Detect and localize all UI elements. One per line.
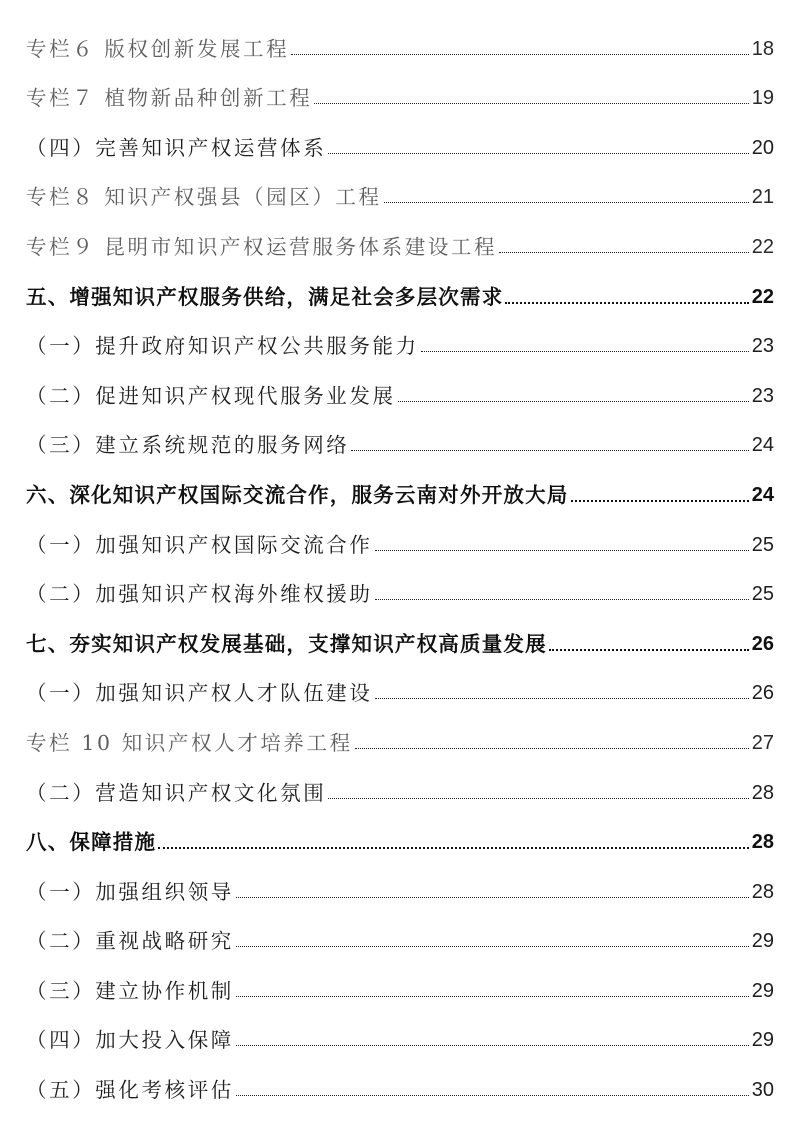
toc-entry-title: 七、夯实知识产权发展基础，支撑知识产权高质量发展 <box>26 631 547 656</box>
toc-entry[interactable] <box>26 115 774 165</box>
toc-entry-title: （四）加大投入保障 <box>26 1028 234 1053</box>
toc-entry-page: 18 <box>751 37 774 60</box>
toc-entry-page: 25 <box>751 583 774 606</box>
toc-entry[interactable] <box>26 661 774 711</box>
toc-entry[interactable] <box>26 314 774 364</box>
toc-entry[interactable] <box>26 214 774 264</box>
toc-entry-title: （二）重视战略研究 <box>26 929 234 954</box>
dot-leader <box>375 550 749 551</box>
toc-entry[interactable] <box>26 958 774 1008</box>
dot-leader <box>355 748 749 749</box>
toc-entry[interactable] <box>26 264 774 314</box>
toc-entry[interactable] <box>26 710 774 760</box>
toc-entry-title: （一）提升政府知识产权公共服务能力 <box>26 334 419 359</box>
dot-leader <box>328 153 748 154</box>
dot-leader <box>375 698 749 699</box>
toc-entry-page: 21 <box>751 186 774 209</box>
toc-entry-page: 24 <box>751 434 774 457</box>
dot-leader <box>328 798 748 799</box>
toc-entry-page: 29 <box>751 979 774 1002</box>
dot-leader <box>499 252 749 253</box>
toc-entry-page: 28 <box>751 831 774 854</box>
table-of-contents <box>26 16 774 1107</box>
dot-leader <box>236 996 749 997</box>
toc-entry-title: 五、增强知识产权服务供给，满足社会多层次需求 <box>26 284 504 309</box>
toc-entry-page: 26 <box>751 632 774 655</box>
toc-entry-title: （二）加强知识产权海外维权援助 <box>26 582 373 607</box>
toc-entry-title: 专栏７ 植物新品种创新工程 <box>26 86 313 111</box>
dot-leader <box>505 302 748 304</box>
toc-entry-title: （四）完善知识产权运营体系 <box>26 135 327 160</box>
dot-leader <box>384 202 749 203</box>
toc-entry-title: （二）促进知识产权现代服务业发展 <box>26 383 396 408</box>
toc-entry-page: 28 <box>751 880 774 903</box>
dot-leader <box>351 450 748 451</box>
toc-entry-page: 27 <box>751 731 774 754</box>
toc-entry-page: 23 <box>751 384 774 407</box>
toc-entry-title: （一）加强知识产权国际交流合作 <box>26 532 373 557</box>
toc-entry[interactable] <box>26 760 774 810</box>
toc-entry-title: 专栏６ 版权创新发展工程 <box>26 36 290 61</box>
toc-entry[interactable] <box>26 165 774 215</box>
toc-entry-title: 六、深化知识产权国际交流合作，服务云南对外开放大局 <box>26 482 569 507</box>
toc-entry[interactable] <box>26 810 774 860</box>
toc-entry[interactable] <box>26 462 774 512</box>
toc-entry-title: （一）加强组织领导 <box>26 879 234 904</box>
dot-leader <box>571 500 749 502</box>
toc-entry-title: （二）营造知识产权文化氛围 <box>26 780 327 805</box>
dot-leader <box>398 401 749 402</box>
toc-entry-title: （三）建立协作机制 <box>26 978 234 1003</box>
dot-leader <box>158 847 749 849</box>
toc-entry[interactable] <box>26 562 774 612</box>
toc-entry-page: 20 <box>751 136 774 159</box>
toc-entry-page: 29 <box>751 930 774 953</box>
dot-leader <box>291 54 749 55</box>
toc-entry-page: 24 <box>751 483 774 506</box>
toc-entry-title: 专栏９ 昆明市知识产权运营服务体系建设工程 <box>26 234 498 259</box>
toc-entry[interactable] <box>26 363 774 413</box>
toc-entry-title: （一）加强知识产权人才队伍建设 <box>26 681 373 706</box>
toc-entry[interactable] <box>26 413 774 463</box>
toc-entry[interactable] <box>26 512 774 562</box>
dot-leader <box>236 1045 749 1046</box>
toc-entry-page: 29 <box>751 1029 774 1052</box>
dot-leader <box>314 103 748 104</box>
toc-entry-title: （三）建立系统规范的服务网络 <box>26 433 350 458</box>
dot-leader <box>375 599 749 600</box>
toc-entry-title: 八、保障措施 <box>26 830 157 855</box>
toc-entry[interactable] <box>26 909 774 959</box>
toc-entry[interactable] <box>26 859 774 909</box>
toc-entry[interactable] <box>26 1057 774 1107</box>
toc-entry-page: 26 <box>751 682 774 705</box>
toc-entry-page: 22 <box>751 285 774 308</box>
toc-entry[interactable] <box>26 16 774 66</box>
dot-leader <box>549 649 749 651</box>
toc-entry[interactable] <box>26 1008 774 1058</box>
dot-leader <box>236 1095 749 1096</box>
toc-entry-title: （五）强化考核评估 <box>26 1078 234 1103</box>
dot-leader <box>236 897 749 898</box>
toc-entry-title: 专栏 10 知识产权人才培养工程 <box>26 730 353 755</box>
toc-entry-page: 23 <box>751 335 774 358</box>
toc-entry-page: 25 <box>751 533 774 556</box>
toc-entry[interactable] <box>26 66 774 116</box>
toc-entry-page: 19 <box>751 87 774 110</box>
toc-entry-page: 22 <box>751 235 774 258</box>
toc-entry-page: 30 <box>751 1079 774 1102</box>
toc-entry-title: 专栏８ 知识产权强县（园区）工程 <box>26 185 382 210</box>
dot-leader <box>421 351 749 352</box>
dot-leader <box>236 946 749 947</box>
toc-entry-page: 28 <box>751 781 774 804</box>
toc-entry[interactable] <box>26 611 774 661</box>
